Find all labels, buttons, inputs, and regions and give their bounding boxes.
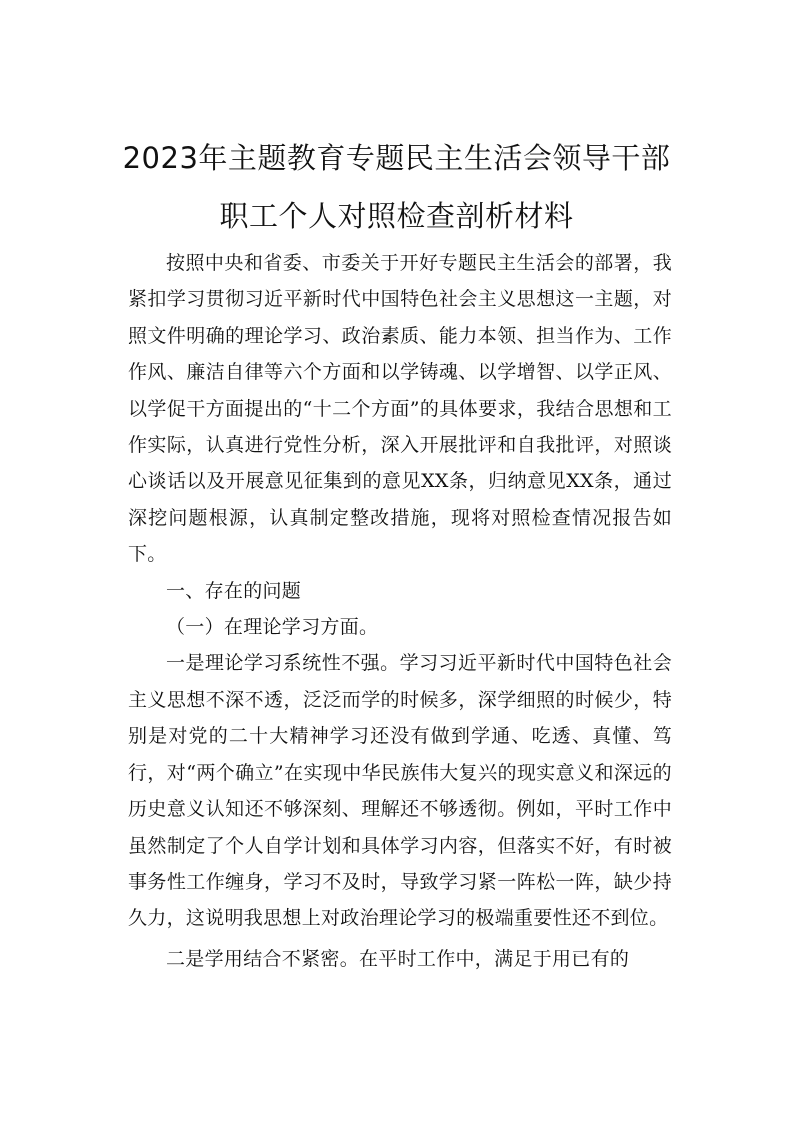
- subsection-heading-theory-study: （一）在理论学习方面。: [166, 616, 379, 639]
- document-body: [128, 245, 672, 977]
- intro-paragraph: 按照中央和省委、市委关于开好专题民主生活会的部署，我紧扣学习贯彻习近平新时代中国特色社会主义思想这一主题，对照文件明确的理论学习、政治素质、能力本领、担当作为、工作作风、廉洁自律等六个方面和以学铸魂、以学增智、以学正风、以学促干方面提出的“十二个方面”的具体要求，我结合思想和工作实际，认真进行党性分析，深入开展批评和自我批评，对照谈心谈话以及开展意见征集到的意见XX条，归纳意见XX条，通过深挖问题根源，认真制定整改措施，现将对照检查情况报告如下。: [128, 252, 672, 566]
- section-heading-problems: 一、存在的问题: [166, 579, 302, 602]
- document-title-line-1: 2023年主题教育专题民主生活会领导干部: [122, 141, 671, 175]
- document-title-line-2: 职工个人对照检查剖析材料: [219, 199, 574, 233]
- paragraph-point-two: 二是学用结合不紧密。在平时工作中，满足于用已有的: [166, 947, 630, 970]
- paragraph-point-one: 一是理论学习系统性不强。学习习近平新时代中国特色社会主义思想不深不透，泛泛而学的时候多，深学细照的时候少，特别是对党的二十大精神学习还没有做到学通、吃透、真懂、笃行，对“两个确立”在实现中华民族伟大复兴的现实意义和深远的历史意义认知还不够深刻、理解还不够透彻。例如，平时工作中虽然制定了个人自学计划和具体学习内容，但落实不好，有时被事务性工作缠身，学习不及时，导致学习紧一阵松一阵，缺少持久力，这说明我思想上对政治理论学习的极端重要性还不到位。: [128, 652, 672, 930]
